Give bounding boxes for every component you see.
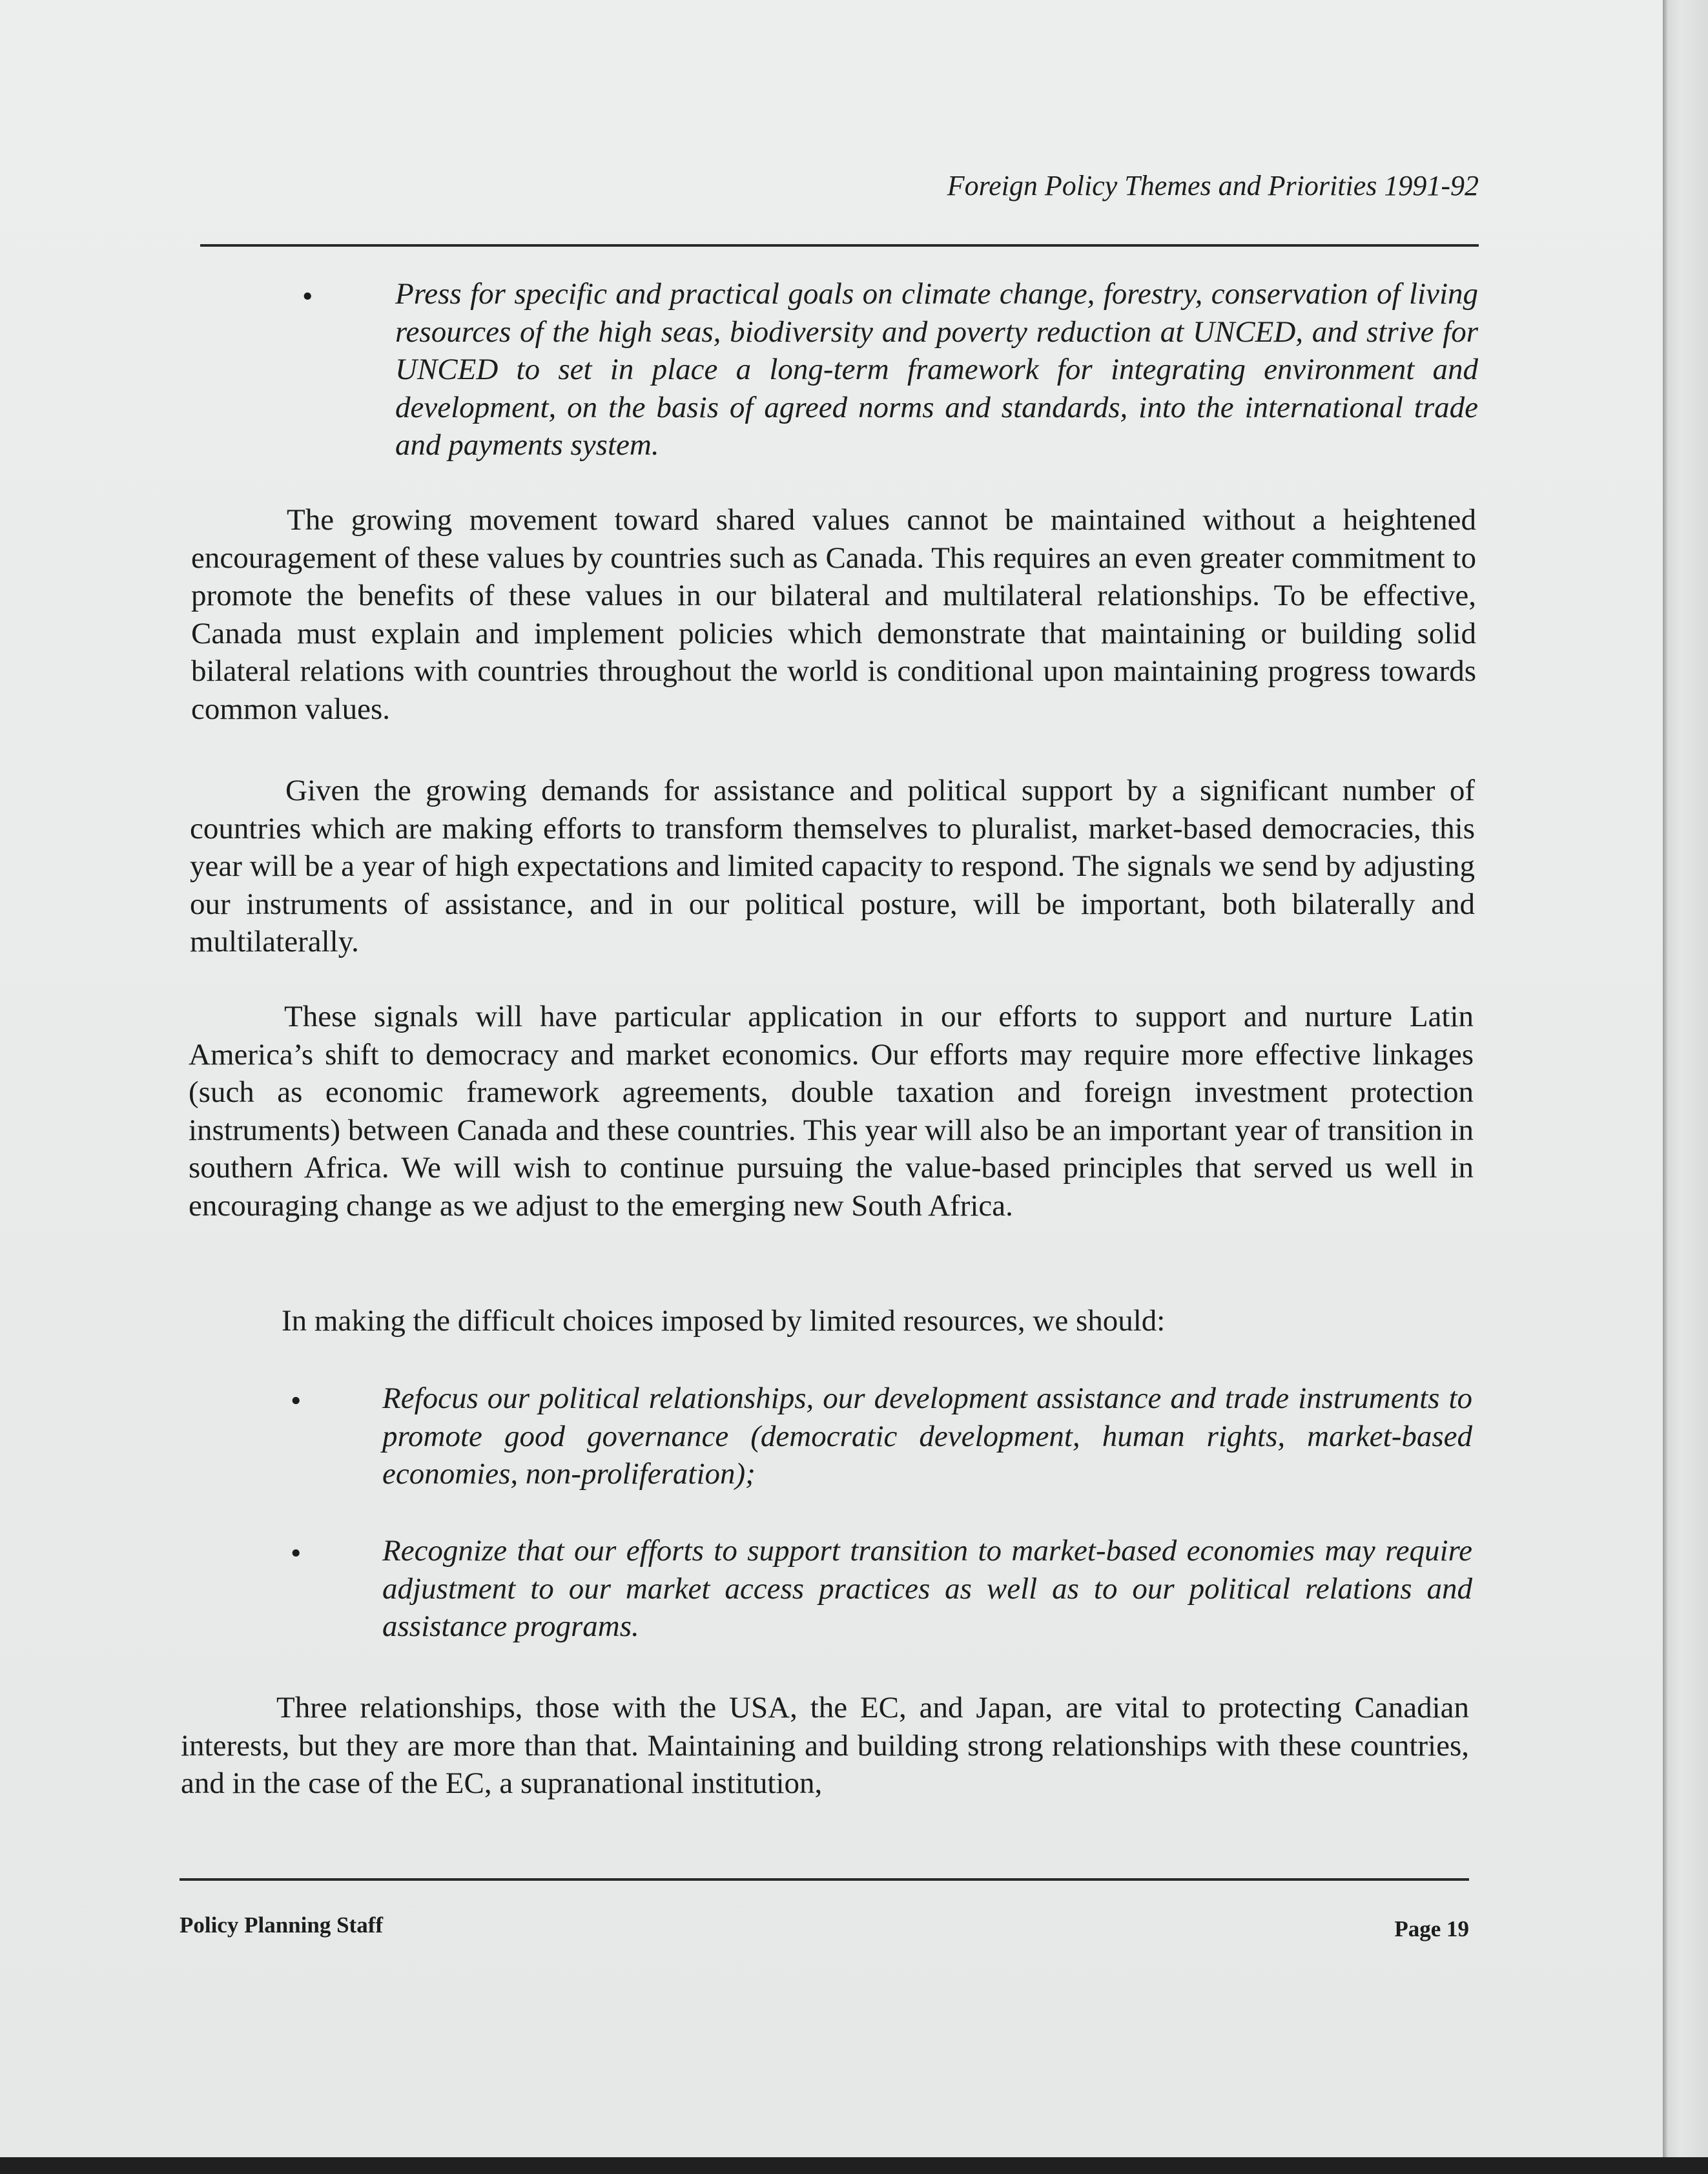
bullet-item-unced: Press for specific and practical goals on climate change, forestry, conservation of living resources of the high seas, biodiversity and poverty reduction at UNCED, and strive for UNCED to set in place a long-term framework for integrating environment and development, on the basis of agreed norms and standards, into the international trade and payments system. (395, 277, 1478, 462)
page-edge (1663, 0, 1708, 2157)
running-header: Foreign Policy Themes and Priorities 1991-92 (947, 170, 1479, 202)
page-number: Page 19 (1394, 1916, 1469, 1941)
bullet-marker: • (291, 1537, 302, 1570)
footer-publisher: Policy Planning Staff (180, 1912, 384, 1938)
scan-border (0, 2157, 1708, 2174)
paragraph-shared-values: The growing movement toward shared values cannot be maintained without a heightened encouragement of these values by countries such as Canada. This requires an even greater commitment to promote the benefits of these values in our bilateral and multilateral relationships. To be effective, Canada must explain and implement policies which demonstrate that maintaining or building solid bilateral relations with countries throughout the world is conditional upon maintaining progress towards common values. (191, 503, 1476, 726)
bullet-marker: • (302, 280, 313, 313)
footer-rule (180, 1878, 1469, 1881)
paragraph-signals: These signals will have particular application in our efforts to support and nurture Latin America’s shift to democracy and market economics. Our efforts may require more effective linkages (such as economic framework agreements, double taxation and foreign investment protection instruments) between Canada and these countries. This year will also be an important year of transition in southern Africa. We will wish to continue pursuing the value-based principles that served us well in encouraging change as we adjust to the emerging new South Africa. (189, 1000, 1474, 1223)
paragraph-growing-demands: Given the growing demands for assistance and political support by a significant number of countries which are making efforts to transform themselves to pluralist, market-based democracies, this year will be a year of high expectations and limited capacity to respond. The signals we send by adjusting our instruments of assistance, and in our political posture, will be important, both bilaterally and multilaterally. (190, 774, 1475, 958)
paragraph-difficult-choices: In making the difficult choices imposed by limited resources, we should: (282, 1304, 1166, 1338)
bullet-item-recognize: Recognize that our efforts to support transition to market-based economies may require adjustment to our market access practices as well as to our political relations and assistance programs. (382, 1534, 1472, 1643)
header-rule (200, 244, 1479, 247)
paragraph-three-relationships: Three relationships, those with the USA, the EC, and Japan, are vital to protecting Canadian interests, but they are more than that. Maintaining and building strong relationships with these countries, and in the case of the EC, a supranational institution, (181, 1691, 1469, 1800)
bullet-marker: • (291, 1384, 302, 1418)
bullet-item-refocus: Refocus our political relationships, our development assistance and trade instruments to promote good governance (democratic development, human rights, market-based economies, non-proliferation); (382, 1382, 1472, 1491)
